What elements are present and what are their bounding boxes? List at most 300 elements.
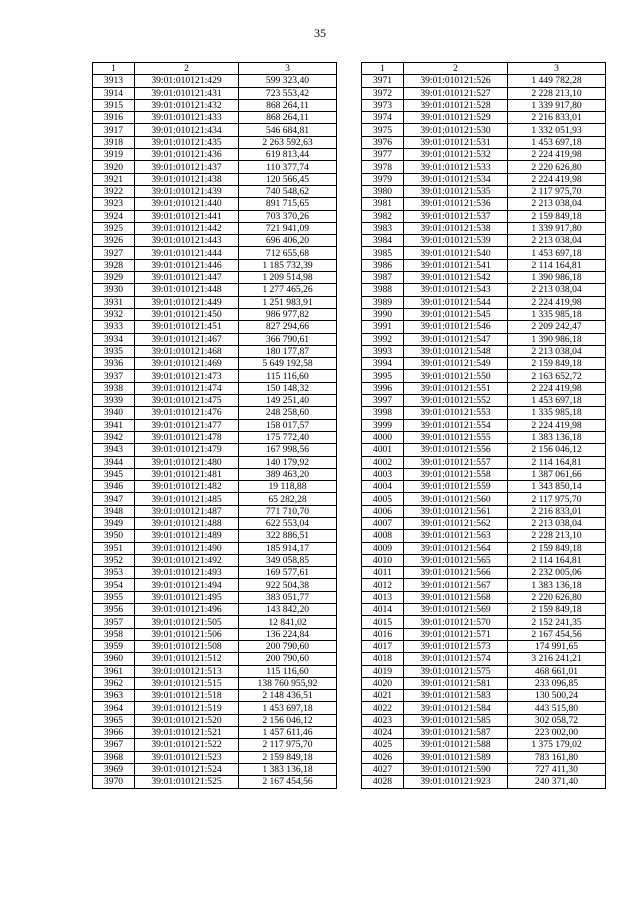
value-cell: 1 339 917,80	[508, 222, 606, 234]
value-cell: 2 163 652,72	[508, 370, 606, 382]
cadastral-number-cell: 39:01:010121:575	[404, 665, 508, 677]
value-cell: 1 453 697,18	[239, 702, 337, 714]
value-cell: 2 216 833,01	[508, 112, 606, 124]
row-number-cell: 3948	[93, 505, 135, 517]
table-row	[362, 690, 606, 702]
value-cell: 130 500,24	[508, 690, 606, 702]
cadastral-number-cell: 39:01:010121:493	[135, 567, 239, 579]
row-number-cell: 3949	[93, 517, 135, 529]
value-cell: 349 058,85	[239, 554, 337, 566]
row-number-cell: 4027	[362, 763, 404, 775]
table-row	[93, 345, 337, 357]
cadastral-number-cell: 39:01:010121:549	[404, 358, 508, 370]
row-number-cell: 3999	[362, 419, 404, 431]
table-row	[362, 591, 606, 603]
row-number-cell: 3954	[93, 579, 135, 591]
value-cell: 140 179,92	[239, 456, 337, 468]
table-row	[93, 185, 337, 197]
value-cell: 468 661,01	[508, 665, 606, 677]
table-row	[93, 776, 337, 788]
cadastral-number-cell: 39:01:010121:433	[135, 112, 239, 124]
row-number-cell: 3945	[93, 468, 135, 480]
value-cell: 2 167 454,56	[239, 776, 337, 788]
row-number-cell: 3988	[362, 284, 404, 296]
row-number-cell: 3961	[93, 665, 135, 677]
value-cell: 721 941,09	[239, 222, 337, 234]
row-number-cell: 3947	[93, 493, 135, 505]
value-cell: 783 161,80	[508, 751, 606, 763]
cadastral-number-cell: 39:01:010121:548	[404, 345, 508, 357]
table-row	[93, 247, 337, 259]
value-cell: 200 790,60	[239, 653, 337, 665]
cadastral-number-cell: 39:01:010121:556	[404, 444, 508, 456]
table-row	[362, 284, 606, 296]
registry-table-left	[92, 62, 337, 789]
row-number-cell: 3940	[93, 407, 135, 419]
value-cell: 2 228 213,10	[508, 530, 606, 542]
value-cell: 175 772,40	[239, 431, 337, 443]
table-row	[362, 677, 606, 689]
cadastral-number-cell: 39:01:010121:451	[135, 321, 239, 333]
value-cell: 2 224 419,98	[508, 296, 606, 308]
cadastral-number-cell: 39:01:010121:546	[404, 321, 508, 333]
row-number-cell: 4000	[362, 431, 404, 443]
value-cell: 136 224,84	[239, 628, 337, 640]
table-row	[362, 124, 606, 136]
value-cell: 891 715,65	[239, 198, 337, 210]
cadastral-number-cell: 39:01:010121:542	[404, 272, 508, 284]
value-cell: 1 453 697,18	[508, 136, 606, 148]
row-number-cell: 3981	[362, 198, 404, 210]
row-number-cell: 3924	[93, 210, 135, 222]
value-cell: 2 209 242,47	[508, 321, 606, 333]
value-cell: 366 790,61	[239, 333, 337, 345]
cadastral-number-cell: 39:01:010121:571	[404, 628, 508, 640]
row-number-cell: 4009	[362, 542, 404, 554]
row-number-cell: 3976	[362, 136, 404, 148]
cadastral-number-cell: 39:01:010121:520	[135, 714, 239, 726]
table-row	[93, 99, 337, 111]
row-number-cell: 3973	[362, 99, 404, 111]
row-number-cell: 4007	[362, 517, 404, 529]
table-row	[93, 763, 337, 775]
cadastral-number-cell: 39:01:010121:473	[135, 370, 239, 382]
table-row	[93, 554, 337, 566]
value-cell: 143 842,20	[239, 604, 337, 616]
value-cell: 727 411,30	[508, 763, 606, 775]
table-row	[93, 640, 337, 652]
row-number-cell: 4024	[362, 727, 404, 739]
cadastral-number-cell: 39:01:010121:923	[404, 776, 508, 788]
table-header-row	[93, 63, 337, 75]
page-number: 35	[314, 26, 326, 40]
cadastral-number-cell: 39:01:010121:543	[404, 284, 508, 296]
value-cell: 150 148,32	[239, 382, 337, 394]
table-row	[93, 579, 337, 591]
value-cell: 3 216 241,21	[508, 653, 606, 665]
row-number-cell: 3998	[362, 407, 404, 419]
table-row	[362, 259, 606, 271]
cadastral-number-cell: 39:01:010121:530	[404, 124, 508, 136]
row-number-cell: 4017	[362, 640, 404, 652]
cadastral-number-cell: 39:01:010121:490	[135, 542, 239, 554]
value-cell: 110 377,74	[239, 161, 337, 173]
cadastral-number-cell: 39:01:010121:589	[404, 751, 508, 763]
cadastral-number-cell: 39:01:010121:475	[135, 395, 239, 407]
cadastral-number-cell: 39:01:010121:569	[404, 604, 508, 616]
table-row	[93, 272, 337, 284]
table-row	[362, 161, 606, 173]
row-number-cell: 3953	[93, 567, 135, 579]
cadastral-number-cell: 39:01:010121:429	[135, 75, 239, 87]
table-row	[362, 112, 606, 124]
table-row	[93, 259, 337, 271]
table-row	[362, 702, 606, 714]
cadastral-number-cell: 39:01:010121:523	[135, 751, 239, 763]
table-row	[362, 235, 606, 247]
table-row	[93, 444, 337, 456]
value-cell: 1 209 514,98	[239, 272, 337, 284]
cadastral-number-cell: 39:01:010121:492	[135, 554, 239, 566]
row-number-cell: 3956	[93, 604, 135, 616]
value-cell: 383 051,77	[239, 591, 337, 603]
table-row	[93, 149, 337, 161]
value-cell: 2 220 626,80	[508, 161, 606, 173]
value-cell: 1 383 136,18	[508, 431, 606, 443]
cadastral-number-cell: 39:01:010121:449	[135, 296, 239, 308]
value-cell: 2 114 164,81	[508, 259, 606, 271]
row-number-cell: 3996	[362, 382, 404, 394]
row-number-cell: 3941	[93, 419, 135, 431]
table-row	[93, 604, 337, 616]
value-cell: 19 118,88	[239, 481, 337, 493]
value-cell: 1 383 136,18	[508, 579, 606, 591]
cadastral-number-cell: 39:01:010121:555	[404, 431, 508, 443]
row-number-cell: 4013	[362, 591, 404, 603]
value-cell: 986 977,82	[239, 308, 337, 320]
cadastral-number-cell: 39:01:010121:574	[404, 653, 508, 665]
value-cell: 1 449 782,28	[508, 75, 606, 87]
row-number-cell: 3962	[93, 677, 135, 689]
table-row	[93, 628, 337, 640]
cadastral-number-cell: 39:01:010121:482	[135, 481, 239, 493]
cadastral-number-cell: 39:01:010121:468	[135, 345, 239, 357]
row-number-cell: 3965	[93, 714, 135, 726]
row-number-cell: 3969	[93, 763, 135, 775]
value-cell: 1 185 732,39	[239, 259, 337, 271]
cadastral-number-cell: 39:01:010121:539	[404, 235, 508, 247]
row-number-cell: 3989	[362, 296, 404, 308]
value-cell: 2 156 046,12	[239, 714, 337, 726]
row-number-cell: 3939	[93, 395, 135, 407]
row-number-cell: 3992	[362, 333, 404, 345]
row-number-cell: 3955	[93, 591, 135, 603]
cadastral-number-cell: 39:01:010121:448	[135, 284, 239, 296]
value-cell: 1 335 985,18	[508, 407, 606, 419]
table-row	[362, 763, 606, 775]
table-row	[362, 714, 606, 726]
row-number-cell: 3959	[93, 640, 135, 652]
value-cell: 1 387 061,66	[508, 468, 606, 480]
table-row	[362, 407, 606, 419]
table-row	[93, 161, 337, 173]
table-row	[362, 198, 606, 210]
table-row	[93, 198, 337, 210]
cadastral-number-cell: 39:01:010121:537	[404, 210, 508, 222]
cadastral-number-cell: 39:01:010121:560	[404, 493, 508, 505]
value-cell: 2 220 626,80	[508, 591, 606, 603]
value-cell: 1 343 850,14	[508, 481, 606, 493]
table-row	[362, 517, 606, 529]
value-cell: 1 390 986,18	[508, 272, 606, 284]
cadastral-number-cell: 39:01:010121:508	[135, 640, 239, 652]
row-number-cell: 3997	[362, 395, 404, 407]
cadastral-number-cell: 39:01:010121:541	[404, 259, 508, 271]
cadastral-number-cell: 39:01:010121:469	[135, 358, 239, 370]
row-number-cell: 4004	[362, 481, 404, 493]
row-number-cell: 3977	[362, 149, 404, 161]
row-number-cell: 4014	[362, 604, 404, 616]
table-row	[93, 542, 337, 554]
cadastral-number-cell: 39:01:010121:536	[404, 198, 508, 210]
table-row	[362, 321, 606, 333]
row-number-cell: 3960	[93, 653, 135, 665]
value-cell: 2 114 164,81	[508, 554, 606, 566]
value-cell: 115 116,60	[239, 665, 337, 677]
table-row	[93, 124, 337, 136]
table-row	[93, 431, 337, 443]
row-number-cell: 3946	[93, 481, 135, 493]
cadastral-number-cell: 39:01:010121:442	[135, 222, 239, 234]
table-row	[362, 75, 606, 87]
cadastral-number-cell: 39:01:010121:550	[404, 370, 508, 382]
table-row	[362, 776, 606, 788]
cadastral-number-cell: 39:01:010121:447	[135, 272, 239, 284]
row-number-cell: 3915	[93, 99, 135, 111]
value-cell: 771 710,70	[239, 505, 337, 517]
table-row	[93, 653, 337, 665]
row-number-cell: 3966	[93, 727, 135, 739]
value-cell: 2 213 038,04	[508, 345, 606, 357]
row-number-cell: 3913	[93, 75, 135, 87]
value-cell: 2 152 241,35	[508, 616, 606, 628]
cadastral-number-cell: 39:01:010121:587	[404, 727, 508, 739]
row-number-cell: 3957	[93, 616, 135, 628]
table-row	[362, 554, 606, 566]
table-row	[93, 530, 337, 542]
table-row	[362, 727, 606, 739]
cadastral-number-cell: 39:01:010121:467	[135, 333, 239, 345]
cadastral-number-cell: 39:01:010121:533	[404, 161, 508, 173]
value-cell: 2 156 046,12	[508, 444, 606, 456]
table-row	[362, 358, 606, 370]
cadastral-number-cell: 39:01:010121:561	[404, 505, 508, 517]
cadastral-number-cell: 39:01:010121:432	[135, 99, 239, 111]
cadastral-number-cell: 39:01:010121:494	[135, 579, 239, 591]
cadastral-number-cell: 39:01:010121:440	[135, 198, 239, 210]
row-number-cell: 3979	[362, 173, 404, 185]
cadastral-number-cell: 39:01:010121:590	[404, 763, 508, 775]
cadastral-number-cell: 39:01:010121:585	[404, 714, 508, 726]
cadastral-number-cell: 39:01:010121:505	[135, 616, 239, 628]
cadastral-number-cell: 39:01:010121:567	[404, 579, 508, 591]
value-cell: 240 371,40	[508, 776, 606, 788]
table-row	[362, 149, 606, 161]
value-cell: 2 224 419,98	[508, 149, 606, 161]
row-number-cell: 3991	[362, 321, 404, 333]
table-row	[93, 370, 337, 382]
cadastral-number-cell: 39:01:010121:488	[135, 517, 239, 529]
row-number-cell: 4028	[362, 776, 404, 788]
row-number-cell: 3986	[362, 259, 404, 271]
value-cell: 302 058,72	[508, 714, 606, 726]
cadastral-number-cell: 39:01:010121:531	[404, 136, 508, 148]
cadastral-number-cell: 39:01:010121:573	[404, 640, 508, 652]
cadastral-number-cell: 39:01:010121:434	[135, 124, 239, 136]
column-header-cadastral: 2	[404, 63, 508, 75]
value-cell: 223 002,00	[508, 727, 606, 739]
row-number-cell: 3934	[93, 333, 135, 345]
table-row	[362, 567, 606, 579]
value-cell: 868 264,11	[239, 112, 337, 124]
value-cell: 158 017,57	[239, 419, 337, 431]
table-body-right	[362, 75, 606, 788]
value-cell: 1 390 986,18	[508, 333, 606, 345]
table-row	[362, 640, 606, 652]
value-cell: 723 553,42	[239, 87, 337, 99]
row-number-cell: 3968	[93, 751, 135, 763]
row-number-cell: 3926	[93, 235, 135, 247]
row-number-cell: 3930	[93, 284, 135, 296]
value-cell: 149 251,40	[239, 395, 337, 407]
row-number-cell: 4020	[362, 677, 404, 689]
cadastral-number-cell: 39:01:010121:519	[135, 702, 239, 714]
value-cell: 2 117 975,70	[508, 185, 606, 197]
row-number-cell: 3923	[93, 198, 135, 210]
row-number-cell: 3963	[93, 690, 135, 702]
table-row	[93, 333, 337, 345]
row-number-cell: 3980	[362, 185, 404, 197]
row-number-cell: 4022	[362, 702, 404, 714]
cadastral-number-cell: 39:01:010121:583	[404, 690, 508, 702]
table-row	[362, 530, 606, 542]
cadastral-number-cell: 39:01:010121:558	[404, 468, 508, 480]
value-cell: 622 553,04	[239, 517, 337, 529]
cadastral-number-cell: 39:01:010121:521	[135, 727, 239, 739]
table-row	[362, 333, 606, 345]
row-number-cell: 4008	[362, 530, 404, 542]
value-cell: 180 177,87	[239, 345, 337, 357]
cadastral-number-cell: 39:01:010121:438	[135, 173, 239, 185]
row-number-cell: 3982	[362, 210, 404, 222]
table-row	[362, 382, 606, 394]
value-cell: 2 216 833,01	[508, 505, 606, 517]
cadastral-number-cell: 39:01:010121:513	[135, 665, 239, 677]
row-number-cell: 3936	[93, 358, 135, 370]
value-cell: 1 375 179,02	[508, 739, 606, 751]
table-body-left	[93, 75, 337, 788]
value-cell: 1 457 611,46	[239, 727, 337, 739]
row-number-cell: 3928	[93, 259, 135, 271]
row-number-cell: 3925	[93, 222, 135, 234]
table-row	[362, 444, 606, 456]
row-number-cell: 3987	[362, 272, 404, 284]
table-row	[93, 468, 337, 480]
table-header-row	[362, 63, 606, 75]
table-row	[362, 505, 606, 517]
value-cell: 185 914,17	[239, 542, 337, 554]
cadastral-number-cell: 39:01:010121:444	[135, 247, 239, 259]
cadastral-number-cell: 39:01:010121:443	[135, 235, 239, 247]
table-row	[93, 481, 337, 493]
value-cell: 2 148 436,51	[239, 690, 337, 702]
row-number-cell: 4010	[362, 554, 404, 566]
value-cell: 120 566,45	[239, 173, 337, 185]
row-number-cell: 3958	[93, 628, 135, 640]
value-cell: 1 335 985,18	[508, 308, 606, 320]
cadastral-number-cell: 39:01:010121:538	[404, 222, 508, 234]
value-cell: 2 213 038,04	[508, 235, 606, 247]
table-row	[362, 296, 606, 308]
table-row	[93, 419, 337, 431]
table-row	[93, 112, 337, 124]
row-number-cell: 3983	[362, 222, 404, 234]
cadastral-number-cell: 39:01:010121:581	[404, 677, 508, 689]
row-number-cell: 4002	[362, 456, 404, 468]
row-number-cell: 3918	[93, 136, 135, 148]
value-cell: 322 886,51	[239, 530, 337, 542]
cadastral-number-cell: 39:01:010121:436	[135, 149, 239, 161]
row-number-cell: 4021	[362, 690, 404, 702]
table-row	[362, 431, 606, 443]
row-number-cell: 3993	[362, 345, 404, 357]
cadastral-number-cell: 39:01:010121:534	[404, 173, 508, 185]
row-number-cell: 4015	[362, 616, 404, 628]
table-row	[93, 222, 337, 234]
row-number-cell: 3938	[93, 382, 135, 394]
cadastral-number-cell: 39:01:010121:570	[404, 616, 508, 628]
row-number-cell: 4016	[362, 628, 404, 640]
cadastral-number-cell: 39:01:010121:540	[404, 247, 508, 259]
table-row	[362, 99, 606, 111]
table-row	[362, 345, 606, 357]
row-number-cell: 4018	[362, 653, 404, 665]
row-number-cell: 3978	[362, 161, 404, 173]
column-header-number: 1	[362, 63, 404, 75]
value-cell: 389 463,20	[239, 468, 337, 480]
cadastral-number-cell: 39:01:010121:532	[404, 149, 508, 161]
value-cell: 138 760 955,92	[239, 677, 337, 689]
cadastral-number-cell: 39:01:010121:496	[135, 604, 239, 616]
table-row	[93, 665, 337, 677]
value-cell: 1 277 465,26	[239, 284, 337, 296]
value-cell: 2 224 419,98	[508, 382, 606, 394]
row-number-cell: 4001	[362, 444, 404, 456]
table-row	[93, 173, 337, 185]
value-cell: 2 117 975,70	[239, 739, 337, 751]
table-row	[362, 481, 606, 493]
row-number-cell: 3971	[362, 75, 404, 87]
table-row	[362, 173, 606, 185]
table-row	[93, 702, 337, 714]
value-cell: 5 649 192,58	[239, 358, 337, 370]
row-number-cell: 3985	[362, 247, 404, 259]
table-row	[362, 136, 606, 148]
cadastral-number-cell: 39:01:010121:495	[135, 591, 239, 603]
column-header-value: 3	[239, 63, 337, 75]
cadastral-number-cell: 39:01:010121:485	[135, 493, 239, 505]
value-cell: 2 117 975,70	[508, 493, 606, 505]
